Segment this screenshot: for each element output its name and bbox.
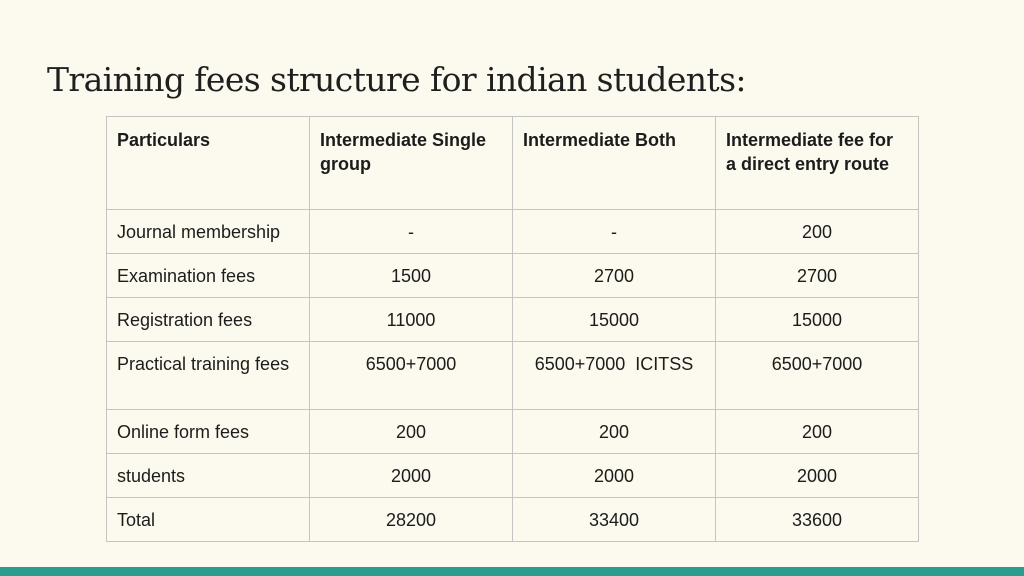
- row-label: Total: [107, 498, 310, 542]
- cell-single-group: 200: [310, 410, 513, 454]
- table-row: [107, 342, 919, 410]
- header-intermediate-single-group: Intermediate Single group: [310, 117, 513, 210]
- cell-direct-entry: 33600: [716, 498, 919, 542]
- cell-single-group: 6500+7000: [310, 342, 513, 410]
- cell-direct-entry: 15000: [716, 298, 919, 342]
- cell-both: -: [513, 210, 716, 254]
- accent-bar: [0, 567, 1024, 576]
- table-header-row: [107, 117, 919, 210]
- table-row: [107, 498, 919, 542]
- row-label: Registration fees: [107, 298, 310, 342]
- cell-single-group: 2000: [310, 454, 513, 498]
- cell-single-group: 28200: [310, 498, 513, 542]
- cell-direct-entry: 2000: [716, 454, 919, 498]
- cell-both: 2000: [513, 454, 716, 498]
- table-row: [107, 454, 919, 498]
- cell-direct-entry: 200: [716, 410, 919, 454]
- slide-title: Training fees structure for indian students:: [47, 60, 746, 99]
- cell-single-group: -: [310, 210, 513, 254]
- row-label: Journal membership: [107, 210, 310, 254]
- table-row: [107, 410, 919, 454]
- row-label: Online form fees: [107, 410, 310, 454]
- table-row: [107, 254, 919, 298]
- cell-both: 15000: [513, 298, 716, 342]
- header-intermediate-both: Intermediate Both: [513, 117, 716, 210]
- cell-direct-entry: 6500+7000: [716, 342, 919, 410]
- row-label: Practical training fees: [107, 342, 310, 410]
- row-label: students: [107, 454, 310, 498]
- table-row: [107, 210, 919, 254]
- header-particulars: Particulars: [107, 117, 310, 210]
- cell-both: 33400: [513, 498, 716, 542]
- row-label: Examination fees: [107, 254, 310, 298]
- cell-single-group: 1500: [310, 254, 513, 298]
- cell-direct-entry: 200: [716, 210, 919, 254]
- table-row: [107, 298, 919, 342]
- cell-direct-entry: 2700: [716, 254, 919, 298]
- cell-both: 2700: [513, 254, 716, 298]
- fees-table: [106, 116, 919, 542]
- header-intermediate-direct-entry: Intermediate fee for a direct entry route: [716, 117, 919, 210]
- cell-both: 200: [513, 410, 716, 454]
- cell-single-group: 11000: [310, 298, 513, 342]
- cell-both: 6500+7000 ICITSS: [513, 342, 716, 410]
